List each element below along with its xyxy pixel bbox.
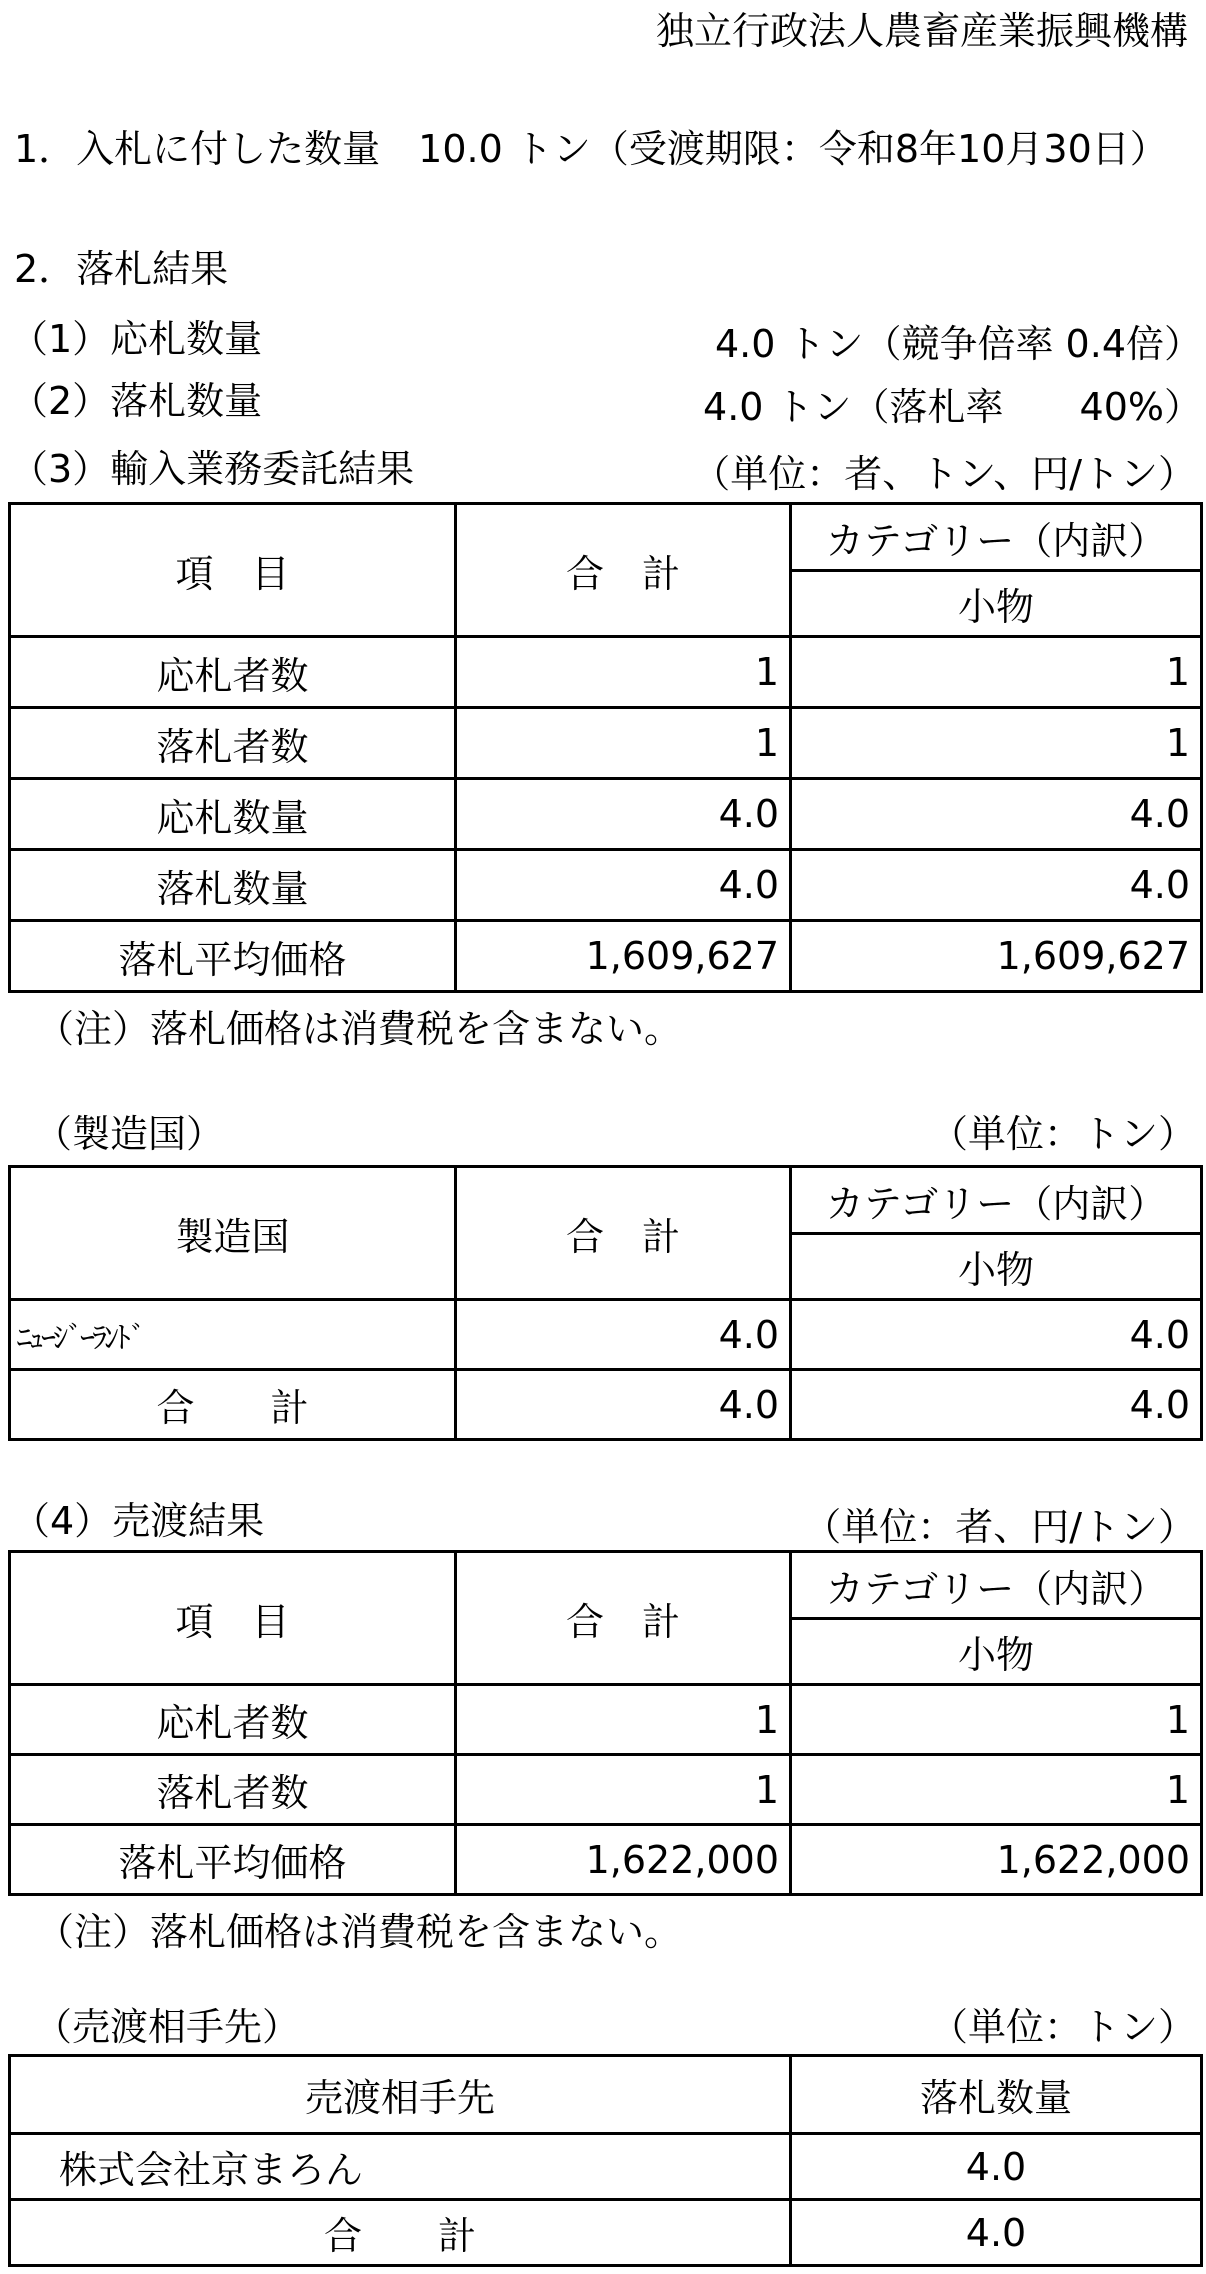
table-row (10, 2134, 1202, 2200)
sale-result-table (8, 1550, 1203, 1896)
row-label: 応札者数 (10, 637, 456, 708)
header-country: 製造国 (10, 1167, 456, 1300)
row-small: 4.0 (791, 850, 1202, 921)
table-row (10, 1370, 1202, 1440)
country-table (8, 1165, 1203, 1441)
header-item: 項 目 (10, 1552, 456, 1685)
row-total: 4.0 (456, 1300, 791, 1370)
row-label: 落札者数 (10, 708, 456, 779)
buyer-total-quantity: 4.0 (791, 2200, 1202, 2266)
table-row (10, 2200, 1202, 2266)
sale-title: （4）売渡結果 (12, 1499, 265, 1543)
row-small: 1 (791, 708, 1202, 779)
row-total: 1 (456, 637, 791, 708)
award-quantity-label: （2）落札数量 (10, 379, 263, 423)
table-row (10, 1685, 1202, 1755)
row-label: 落札数量 (10, 850, 456, 921)
sale-note: （注）落札価格は消費税を含まない。 (36, 1910, 683, 1954)
bid-quantity-value: 4.0 トン（競争倍率 0.4倍） (714, 322, 1202, 366)
row-label: 応札者数 (10, 1685, 456, 1755)
row-label: 落札平均価格 (10, 1825, 456, 1895)
table-row (10, 637, 1202, 708)
row-total: 1 (456, 708, 791, 779)
country-title: （製造国） (34, 1112, 225, 1156)
sale-unit: （単位：者、円/トン） (803, 1505, 1196, 1549)
import-title: （3）輸入業務委託結果 (10, 447, 415, 491)
header-category: カテゴリー（内訳） (791, 1167, 1202, 1234)
row-label: ﾆｭｰｼﾞｰﾗﾝﾄﾞ (10, 1300, 456, 1370)
import-result-table (8, 502, 1203, 993)
table-row (10, 1300, 1202, 1370)
table-row (10, 1825, 1202, 1895)
row-label: 合 計 (10, 1370, 456, 1440)
section1-quantity: 1．入札に付した数量 10.0 トン（受渡期限：令和8年10月30日） (14, 127, 1168, 171)
organization-name: 独立行政法人農畜産業振興機構 (655, 9, 1188, 53)
table-row (10, 708, 1202, 779)
row-total: 4.0 (456, 779, 791, 850)
row-label: 応札数量 (10, 779, 456, 850)
header-small: 小物 (791, 1234, 1202, 1300)
header-category: カテゴリー（内訳） (791, 504, 1202, 571)
row-total: 4.0 (456, 850, 791, 921)
header-small: 小物 (791, 1619, 1202, 1685)
row-small: 4.0 (791, 779, 1202, 850)
row-small: 1,609,627 (791, 921, 1202, 992)
header-category: カテゴリー（内訳） (791, 1552, 1202, 1619)
buyer-quantity: 4.0 (791, 2134, 1202, 2200)
buyer-name: 株式会社京まろん (10, 2134, 791, 2200)
row-label: 落札者数 (10, 1755, 456, 1825)
row-total: 4.0 (456, 1370, 791, 1440)
row-small: 1,622,000 (791, 1825, 1202, 1895)
table-row (10, 1755, 1202, 1825)
row-total: 1 (456, 1755, 791, 1825)
row-small: 1 (791, 637, 1202, 708)
table-row (10, 850, 1202, 921)
buyer-title: （売渡相手先） (34, 2005, 301, 2049)
table-row (10, 921, 1202, 992)
header-total: 合 計 (456, 1552, 791, 1685)
section2-title: 2．落札結果 (14, 247, 229, 291)
header-total: 合 計 (456, 504, 791, 637)
header-buyer: 売渡相手先 (10, 2056, 791, 2134)
buyer-unit: （単位：トン） (929, 2005, 1196, 2049)
header-total: 合 計 (456, 1167, 791, 1300)
row-small: 4.0 (791, 1370, 1202, 1440)
table-row (10, 779, 1202, 850)
buyer-table (8, 2054, 1203, 2267)
header-quantity: 落札数量 (791, 2056, 1202, 2134)
award-quantity-value: 4.0 トン（落札率 40%） (703, 385, 1202, 429)
country-unit: （単位：トン） (929, 1112, 1196, 1156)
header-item: 項 目 (10, 504, 456, 637)
header-small: 小物 (791, 571, 1202, 637)
row-small: 1 (791, 1685, 1202, 1755)
bid-quantity-label: （1）応札数量 (10, 317, 263, 361)
row-small: 1 (791, 1755, 1202, 1825)
import-unit: （単位：者、トン、円/トン） (692, 452, 1196, 496)
row-total: 1 (456, 1685, 791, 1755)
row-total: 1,622,000 (456, 1825, 791, 1895)
row-total: 1,609,627 (456, 921, 791, 992)
buyer-total-label: 合 計 (10, 2200, 791, 2266)
row-small: 4.0 (791, 1300, 1202, 1370)
import-note: （注）落札価格は消費税を含まない。 (36, 1007, 683, 1051)
row-label: 落札平均価格 (10, 921, 456, 992)
